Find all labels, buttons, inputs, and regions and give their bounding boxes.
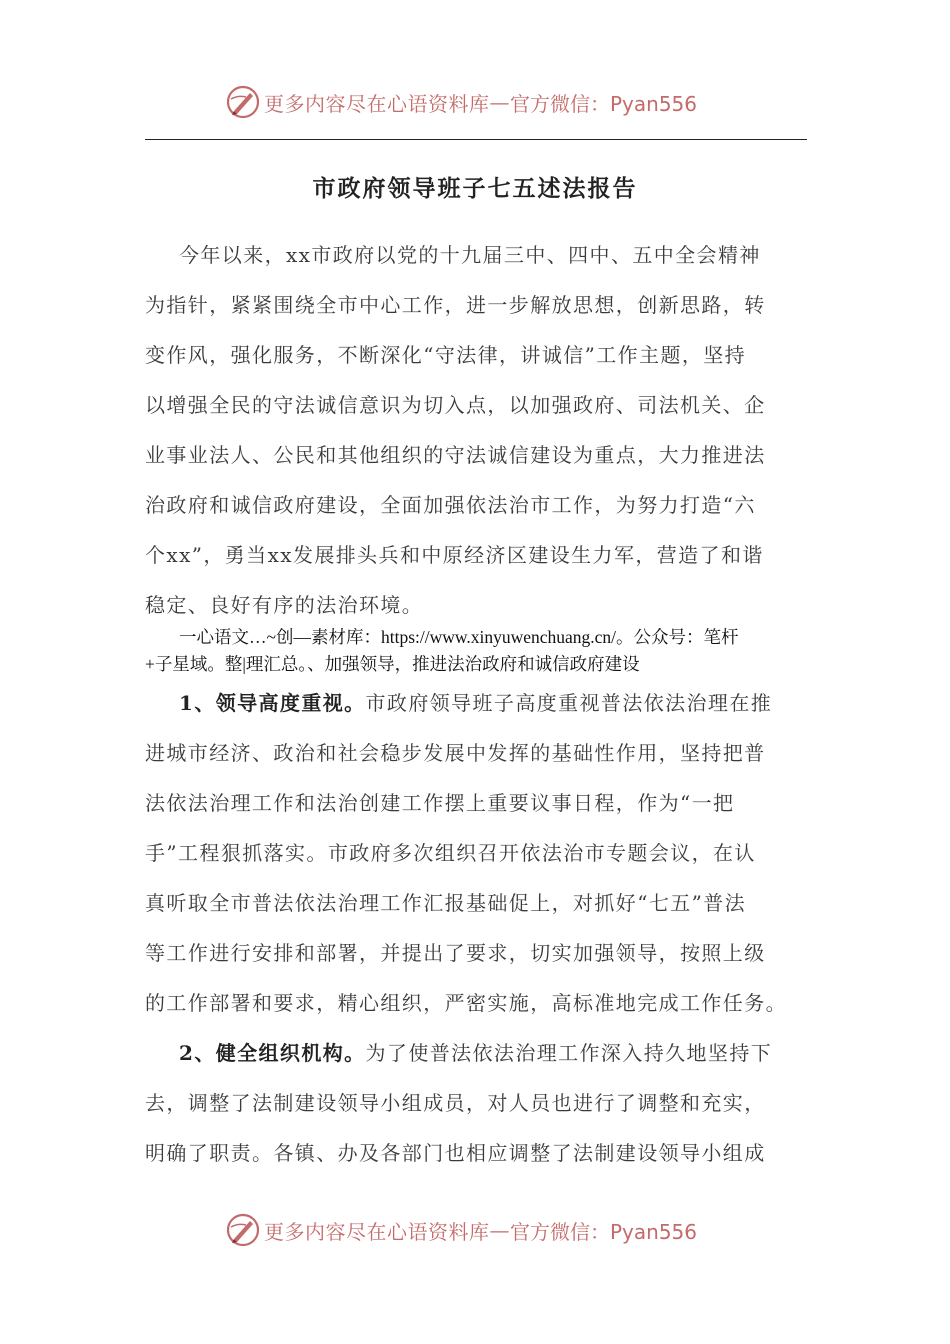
banner-text: 更多内容尽在心语资料库 — [264, 91, 490, 116]
banner-text: 更多内容尽在心语资料库 — [264, 1219, 490, 1244]
banner-contact: 官方微信：Pyan556 — [510, 1219, 698, 1244]
text-line: 真听取全市普法依法治理工作汇报基础促上，对抓好“七五”普法 — [145, 891, 747, 915]
text-line: 法依法治理工作和法治创建工作摆上重要议事日程，作为“一把 — [145, 791, 735, 815]
banner-separator: — — [489, 90, 510, 114]
text-line: 等工作进行安排和部署，并提出了要求，切实加强领导，按照上级 — [145, 941, 766, 965]
text-line: 的工作部署和要求，精心组织，严密实施，高标准地完成工作任务。 — [145, 991, 787, 1015]
pen-logo-icon — [226, 1213, 260, 1247]
section-1-heading: 1、领导高度重视。 — [179, 691, 366, 715]
banner-separator: — — [489, 1218, 510, 1242]
text-line: 去，调整了法制建设领导小组成员，对人员也进行了调整和充实， — [145, 1091, 766, 1115]
note-line: 一心语文…~创—素材库：https://www.xinyuwenchuang.cn/。公众号：笔杆 — [179, 627, 739, 647]
text-span: 市政府领导班子高度重视普法依法治理在推 — [365, 691, 773, 715]
text-line: 手”工程狠抓落实。市政府多次组织召开依法治市专题会议，在认 — [145, 841, 756, 865]
pen-logo-icon — [226, 85, 260, 119]
text-line: 业事业法人、公民和其他组织的守法诚信建设为重点，大力推进法 — [145, 443, 766, 467]
text-line: 个xx”，勇当xx发展排头兵和中原经济区建设生力军，营造了和谐 — [145, 543, 764, 567]
section-2 — [145, 1028, 807, 1178]
text-line: 变作风，强化服务，不断深化“守法律，讲诚信”工作主题，坚持 — [145, 343, 747, 367]
text-span: 为了使普法依法治理工作深入持久地坚持下 — [365, 1041, 773, 1065]
footer-banner — [0, 1210, 950, 1250]
note-line: +子星域。整|理汇总。、加强领导，推进法治政府和诚信政府建设 — [145, 654, 640, 674]
banner-contact: 官方微信：Pyan556 — [510, 91, 698, 116]
source-note — [145, 624, 807, 678]
intro-paragraph — [145, 230, 807, 630]
text-line: 治政府和诚信政府建设，全面加强依法治市工作，为努力打造“六 — [145, 493, 756, 517]
section-2-first-line — [145, 1028, 807, 1078]
text-line: 明确了职责。各镇、办及各部门也相应调整了法制建设领导小组成 — [145, 1141, 766, 1165]
document-title: 市政府领导班子七五述法报告 — [312, 175, 638, 202]
section-2-heading: 2、健全组织机构。 — [179, 1041, 366, 1065]
text-line: 为指针，紧紧围绕全市中心工作，进一步解放思想，创新思路，转 — [145, 293, 766, 317]
header-banner — [0, 82, 950, 122]
text-line: 稳定、良好有序的法治环境。 — [145, 593, 424, 617]
text-line: 以增强全民的守法诚信意识为切入点，以加强政府、司法机关、企 — [145, 393, 766, 417]
header-divider — [145, 139, 807, 140]
text-line: 进城市经济、政治和社会稳步发展中发挥的基础性作用，坚持把普 — [145, 741, 766, 765]
section-1 — [145, 678, 807, 1028]
text-line: 今年以来，xx市政府以党的十九届三中、四中、五中全会精神 — [179, 243, 761, 267]
section-1-first-line — [145, 678, 807, 728]
